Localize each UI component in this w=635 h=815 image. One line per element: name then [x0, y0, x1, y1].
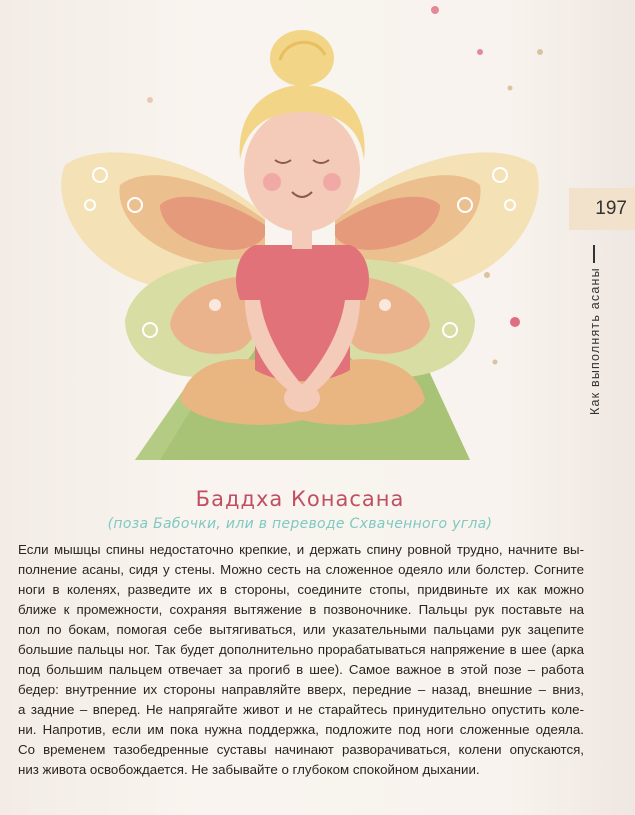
- body-line: под большим пальцем отвечает за прогиб в шее). Самое важное в этой позе – работа: [18, 662, 584, 677]
- body-line: ни. Напротив, если им пока нужна поддержка, подложите под ноги сложенные одеяла.: [18, 722, 584, 737]
- section-label: Как выполнять асаны: [588, 267, 602, 415]
- body-line: пол по бокам, помогая себе вытягиваться, или указательными пальцами рук зацепите: [18, 622, 584, 637]
- butterfly-girl-illustration: [40, 0, 560, 470]
- body-line: ближе к промежности, сохраняя вытяжение в позвоночнике. Пальцы рук поставьте на: [18, 602, 584, 617]
- body-line: низ живота освобождается. Не забывайте о глубоком спокойном дыхании.: [18, 762, 480, 777]
- body-line: а задние – вперед. Не напрягайте живот и не старайтесь принудительно опустить коле-: [18, 702, 584, 717]
- body-line: бедер: внутренние их стороны направляйте вверх, передние – назад, внешние – вниз,: [18, 682, 584, 697]
- body-line: большие пальцы ног. Так будет дополнительно прорабатываться напряжение в шее (арка: [18, 642, 584, 657]
- body-line: ноги в коленях, разведите их в стороны, соедините стопы, придвиньте их как можно: [18, 582, 584, 597]
- left-wing: [61, 152, 265, 377]
- section-divider: [593, 245, 595, 263]
- page-number: 197: [595, 198, 627, 219]
- body-paragraph: [18, 540, 584, 780]
- pose-title: Баддха Конасана: [195, 487, 405, 511]
- pose-subtitle: (поза Бабочки, или в переводе Схваченного угла): [107, 516, 493, 532]
- body-line: Если мышцы спины недостаточно крепкие, и держать спину ровной трудно, начните вы-: [18, 542, 584, 557]
- girl-face: [244, 108, 360, 232]
- body-line: полнение асаны, сидя у стены. Можно сесть на сложенное одеяло или болстер. Согните: [18, 562, 584, 577]
- body-line: Со временем тазобедренные суставы начинают разворачиваться, колени опускаются,: [18, 742, 584, 757]
